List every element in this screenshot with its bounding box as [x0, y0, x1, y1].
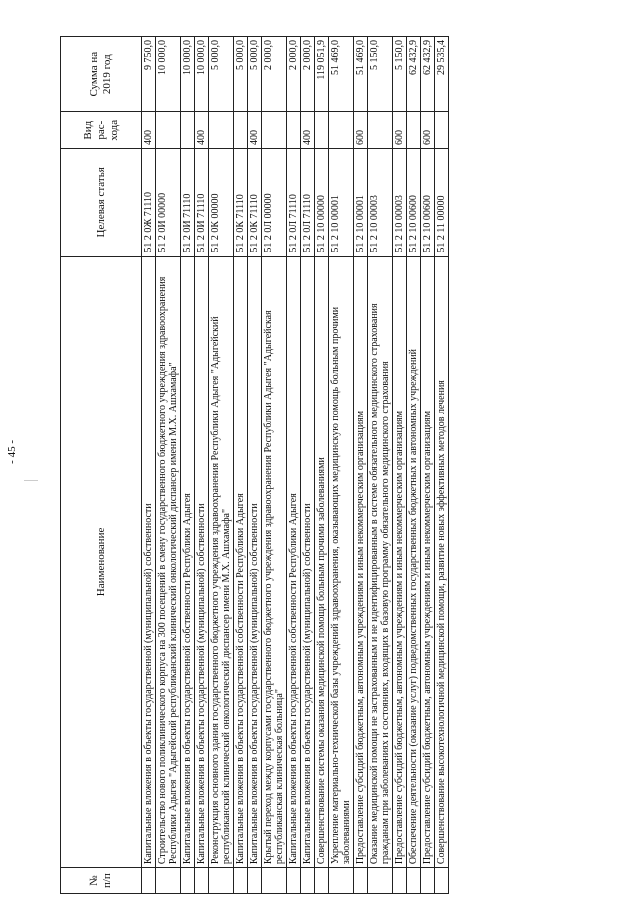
row-expense-type: 400	[301, 112, 315, 149]
row-name: Капитальные вложения в объекты государственной (муниципальной) собственности	[248, 256, 262, 868]
row-sum: 29 535,4	[435, 37, 449, 112]
row-expense-type	[234, 112, 248, 149]
row-name: Капитальные вложения в объекты государственной собственности Республики Адыгея	[234, 256, 248, 868]
row-name: Предоставление субсидий бюджетным, автономным учреждениям и иным некоммерческим организациям	[421, 256, 435, 868]
row-expense-type	[287, 112, 301, 149]
row-sum: 51 469,0	[329, 37, 354, 112]
row-target-article: 51 2 0Л 71110	[287, 149, 301, 257]
row-name: Капитальные вложения в объекты государственной собственности Республики Адыгея	[287, 256, 301, 868]
row-name: Капитальные вложения в объекты государственной (муниципальной) собственности	[142, 256, 156, 868]
header-name: Наименование	[61, 256, 142, 868]
row-target-article: 51 2 0И 00000	[156, 149, 181, 257]
row-target-article: 51 2 10 00600	[421, 149, 435, 257]
table-row	[156, 37, 181, 894]
table-row	[301, 37, 315, 894]
table-row	[209, 37, 234, 894]
row-sum: 62 432,9	[421, 37, 435, 112]
row-sum: 62 432,9	[407, 37, 421, 112]
table-row	[315, 37, 329, 894]
header-sum-2019: Сумма на 2019 год	[61, 37, 142, 112]
row-index	[156, 868, 181, 894]
row-expense-type: 600	[393, 112, 407, 149]
table-row	[234, 37, 248, 894]
budget-table	[60, 36, 449, 894]
row-expense-type: 400	[248, 112, 262, 149]
row-name: Предоставление субсидий бюджетным, автономным учреждениям и иным некоммерческим организациям	[393, 256, 407, 868]
row-target-article: 51 2 10 00001	[329, 149, 354, 257]
row-name: Капитальные вложения в объекты государственной собственности Республики Адыгея	[181, 256, 195, 868]
row-sum: 10 000,0	[156, 37, 181, 112]
table-row	[329, 37, 354, 894]
row-index	[195, 868, 209, 894]
row-index	[393, 868, 407, 894]
row-expense-type	[181, 112, 195, 149]
table-body	[142, 37, 449, 894]
row-sum: 10 000,0	[195, 37, 209, 112]
row-sum: 119 051,9	[315, 37, 329, 112]
row-sum: 2 000,0	[301, 37, 315, 112]
row-index	[407, 868, 421, 894]
row-name: Строительство нового поликлинического корпуса на 300 посещений в смену государственного бюджетного учреждения здравоохранения Республики Адыгея "Адыгейский республиканский клинический онкологический диспансер имени М.Х. Ашхамафа"	[156, 256, 181, 868]
row-target-article: 51 2 10 00001	[354, 149, 368, 257]
row-target-article: 51 2 10 00003	[393, 149, 407, 257]
row-index	[329, 868, 354, 894]
row-index	[209, 868, 234, 894]
row-index	[315, 868, 329, 894]
row-target-article: 51 2 10 00003	[368, 149, 393, 257]
table-row	[195, 37, 209, 894]
row-expense-type: 400	[142, 112, 156, 149]
row-index	[354, 868, 368, 894]
row-sum: 5 150,0	[368, 37, 393, 112]
row-sum: 5 000,0	[209, 37, 234, 112]
row-index	[142, 868, 156, 894]
table-row	[393, 37, 407, 894]
row-target-article: 51 2 0Ж 71110	[142, 149, 156, 257]
row-index	[435, 868, 449, 894]
row-expense-type: 400	[195, 112, 209, 149]
row-sum: 9 750,0	[142, 37, 156, 112]
header-expense-type: Вид рас-хода	[61, 112, 142, 149]
table-row	[407, 37, 421, 894]
row-index	[248, 868, 262, 894]
row-sum: 5 000,0	[248, 37, 262, 112]
row-sum: 51 469,0	[354, 37, 368, 112]
row-index	[368, 868, 393, 894]
row-name: Капитальные вложения в объекты государственной (муниципальной) собственности	[195, 256, 209, 868]
row-name: Обеспечение деятельности (оказание услуг) подведомственных государственных бюджетных и автономных учреждений	[407, 256, 421, 868]
row-target-article: 51 2 10 00000	[315, 149, 329, 257]
row-index	[301, 868, 315, 894]
row-index	[421, 868, 435, 894]
scan-artifact	[24, 480, 38, 481]
row-target-article: 51 2 0К 71110	[234, 149, 248, 257]
row-sum: 10 000,0	[181, 37, 195, 112]
row-expense-type	[407, 112, 421, 149]
row-target-article: 51 2 0Л 71110	[301, 149, 315, 257]
row-target-article: 51 2 11 00000	[435, 149, 449, 257]
row-expense-type: 600	[354, 112, 368, 149]
row-expense-type: 600	[421, 112, 435, 149]
row-name: Совершенствование высокотехнологичной медицинской помощи, развитие новых эффективных методов лечения	[435, 256, 449, 868]
header-index: № п/п	[61, 868, 142, 894]
row-sum: 5 150,0	[393, 37, 407, 112]
table-row	[368, 37, 393, 894]
row-target-article: 51 2 0К 71110	[248, 149, 262, 257]
table-row	[181, 37, 195, 894]
row-name: Реконструкция основного здания государственного бюджетного учреждения здравоохранения Республики Адыгея "Адыгейский республиканский клинический онкологический диспансер имени М.Х. Ашхамафа"	[209, 256, 234, 868]
row-sum: 2 000,0	[262, 37, 287, 112]
row-index	[181, 868, 195, 894]
row-expense-type	[262, 112, 287, 149]
row-name: Предоставление субсидий бюджетным, автономным учреждениям и иным некоммерческим организациям	[354, 256, 368, 868]
row-name: Совершенствование системы оказания медицинской помощи больным прочими заболеваниями	[315, 256, 329, 868]
row-name: Крытый переход между корпусами государственного бюджетного учреждения здравоохранения Республики Адыгея "Адыгейская республиканская клиническая больница"	[262, 256, 287, 868]
row-target-article: 51 2 0И 71110	[195, 149, 209, 257]
row-expense-type	[435, 112, 449, 149]
table-header-row	[61, 37, 142, 894]
row-target-article: 51 2 10 00600	[407, 149, 421, 257]
row-sum: 2 000,0	[287, 37, 301, 112]
row-index	[287, 868, 301, 894]
table-row	[354, 37, 368, 894]
row-expense-type	[209, 112, 234, 149]
row-name: Оказание медицинской помощи не застрахованным и не идентифицированным в системе обязательного медицинского страхования гражданам при заболеваниях и состояниях, входящих в базовую программу обязательного медицинского страхования	[368, 256, 393, 868]
row-target-article: 51 2 0К 00000	[209, 149, 234, 257]
row-name: Укрепление материально-технической базы учреждений здравоохранения, оказывающих медицинскую помощь больным прочими заболеваниями	[329, 256, 354, 868]
table-row	[435, 37, 449, 894]
row-index	[234, 868, 248, 894]
page-number: - 45 -	[6, 440, 18, 464]
table-row	[287, 37, 301, 894]
table-row	[421, 37, 435, 894]
row-expense-type	[156, 112, 181, 149]
row-expense-type	[368, 112, 393, 149]
budget-table-sheet	[60, 36, 582, 894]
row-target-article: 51 2 0Л 00000	[262, 149, 287, 257]
table-row	[248, 37, 262, 894]
row-name: Капитальные вложения в объекты государственной (муниципальной) собственности	[301, 256, 315, 868]
row-expense-type	[315, 112, 329, 149]
table-row	[262, 37, 287, 894]
row-target-article: 51 2 0И 71110	[181, 149, 195, 257]
header-target-article: Целевая статья	[61, 149, 142, 257]
row-expense-type	[329, 112, 354, 149]
row-index	[262, 868, 287, 894]
table-row	[142, 37, 156, 894]
row-sum: 5 000,0	[234, 37, 248, 112]
